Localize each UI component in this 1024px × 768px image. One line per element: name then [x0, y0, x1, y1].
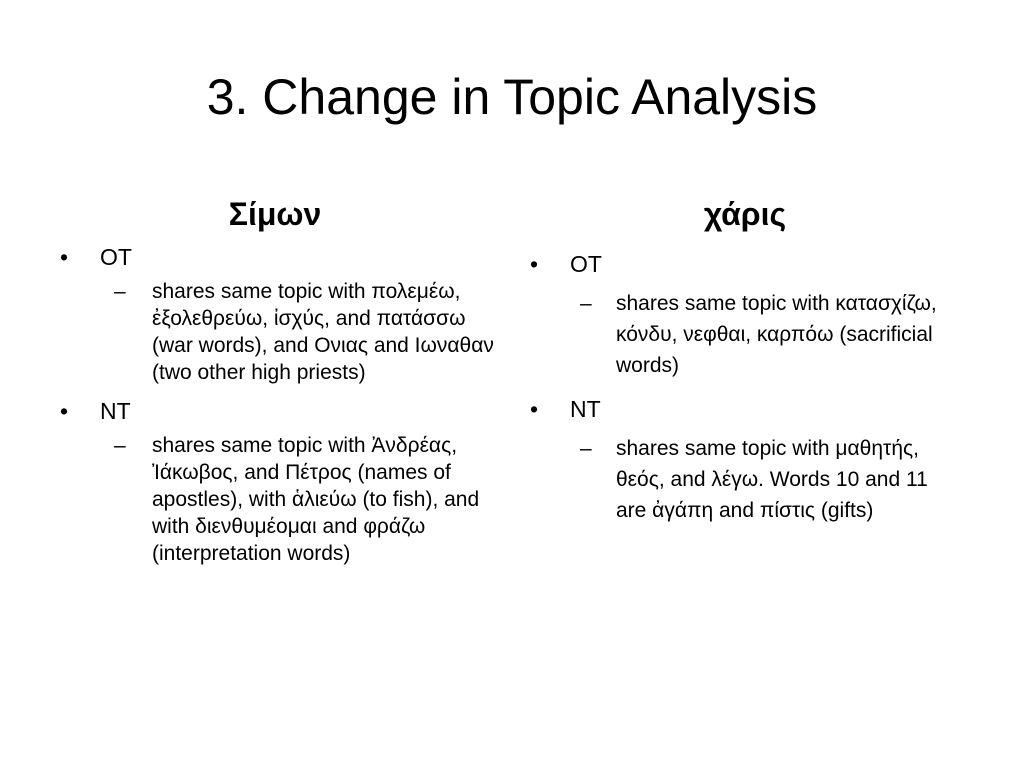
bullet-icon: • [60, 398, 69, 424]
bullet-item-nt [60, 396, 510, 426]
bullet-icon: • [530, 396, 539, 422]
left-column-heading: Σίμων [228, 196, 322, 232]
dash-icon: – [580, 437, 592, 460]
right-column-heading: χάρις [703, 196, 787, 232]
sub-bullet-item [530, 433, 970, 526]
slide-title: 3. Change in Topic Analysis [206, 69, 818, 125]
bullet-icon: • [60, 244, 69, 270]
bullet-item-ot [60, 242, 510, 272]
bullet-label: NT [570, 396, 601, 422]
sub-bullet-text: shares same topic with κατασχίζω, κόνδυ, νεφθαι, καρπόω (sacrificial words) [616, 292, 937, 377]
sub-bullet-item [60, 278, 510, 386]
sub-bullet-item [530, 288, 970, 381]
dash-icon: – [114, 280, 126, 303]
sub-bullet-text: shares same topic with πολεμέω, ἐξολεθρεύω, ἰσχύς, and πατάσσω (war words), and Ονιας and Ιωναθαν (two other high priests) [152, 280, 494, 384]
dash-icon: – [580, 292, 592, 315]
right-column [530, 192, 970, 526]
bullet-label: NT [100, 398, 131, 424]
bullet-item-ot [530, 246, 970, 282]
sub-bullet-text: shares same topic with Ἀνδρέας, Ἰάκωβος, and Πέτρος (names of apostles), with ἁλιεύω (to fish), and with διενθυμέομαι and φράζω (interpretation words) [152, 434, 480, 565]
sub-bullet-text: shares same topic with μαθητής, θεός, and λέγω. Words 10 and 11 are ἀγάπη and πίστις (gifts) [616, 437, 928, 522]
bullet-item-nt [530, 391, 970, 427]
bullet-label: OT [100, 244, 132, 270]
dash-icon: – [114, 434, 126, 457]
bullet-label: OT [570, 251, 602, 277]
bullet-icon: • [530, 251, 539, 277]
sub-bullet-item [60, 432, 510, 567]
left-column [60, 192, 510, 567]
